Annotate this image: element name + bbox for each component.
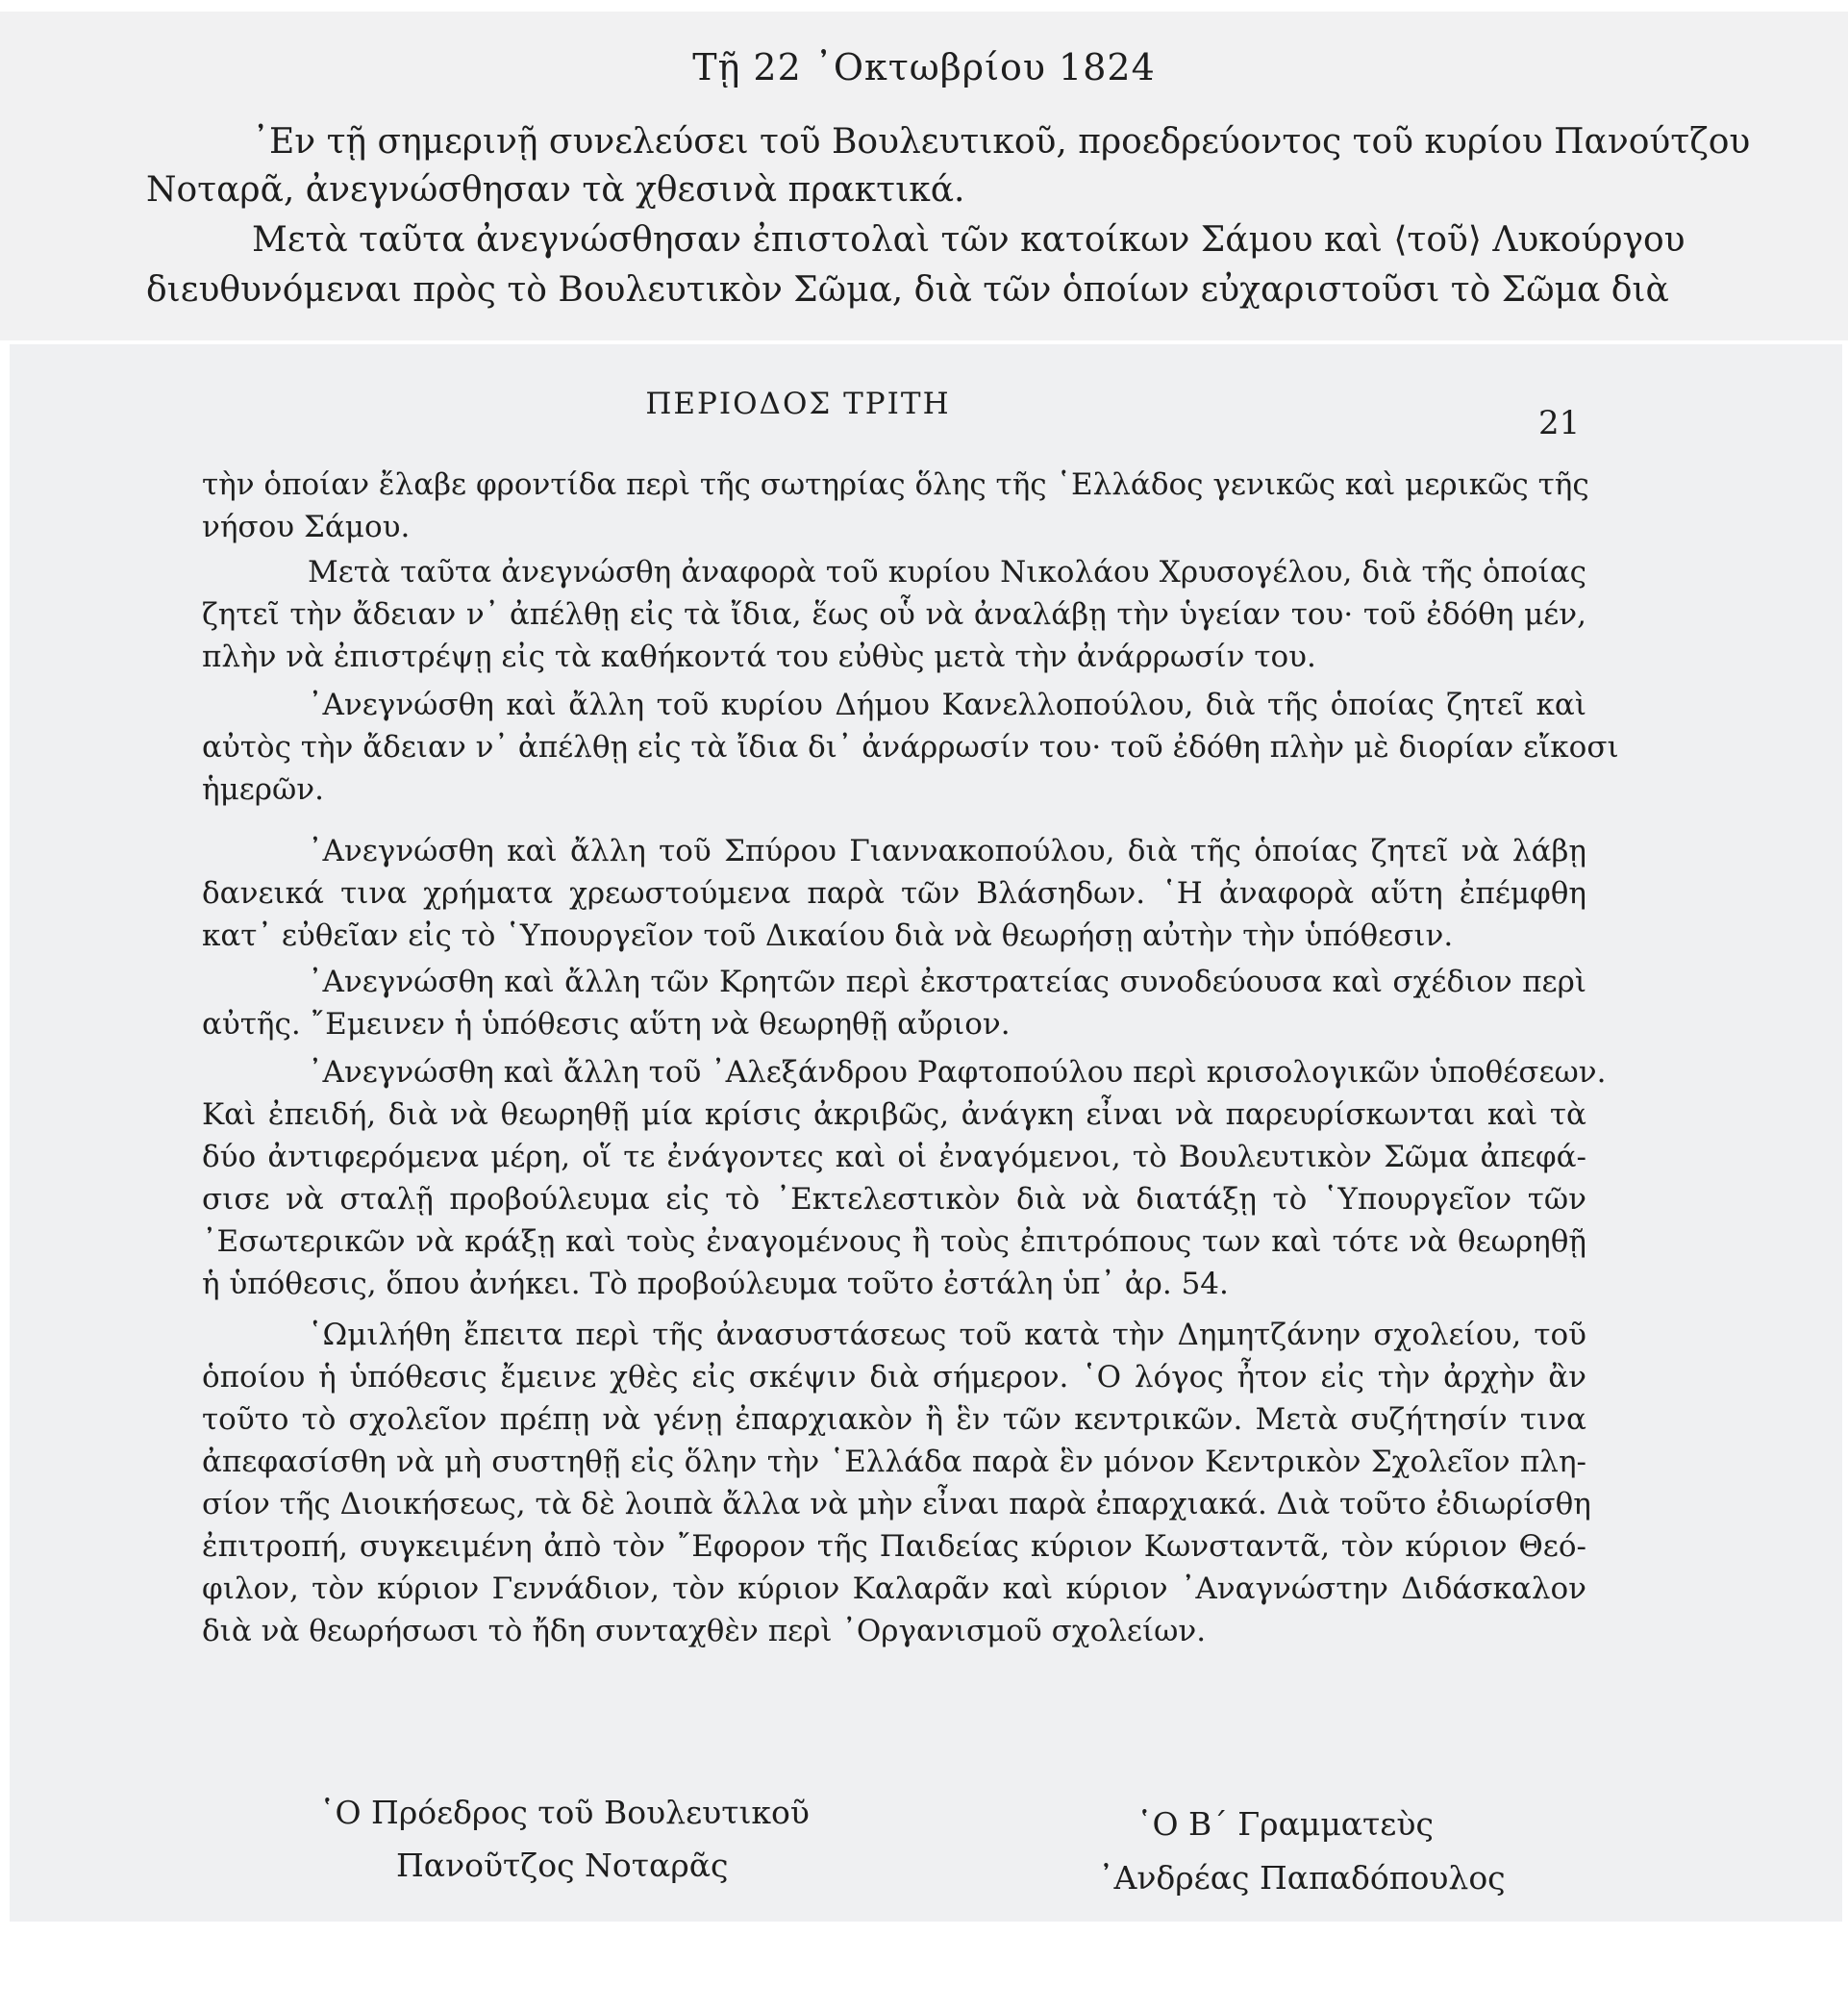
paragraph (202, 551, 1586, 678)
text-line: νήσου Σάμου. (202, 510, 411, 544)
text-line: ᾿Ανεγνώσθη καὶ ἄλλη τοῦ ᾿Αλεξάνδρου Ραφτοπούλου περὶ κρισολογικῶν ὑποθέσεων. (308, 1055, 1607, 1090)
previous-page-fragment (0, 12, 1848, 340)
page-number: 21 (1538, 404, 1581, 442)
president-title: ῾Ο Πρόεδρος τοῦ Βουλευτικοῦ (319, 1794, 810, 1831)
text-line: αὐτὸς τὴν ἄδειαν ν᾿ ἀπέλθῃ εἰς τὰ ἴδια δι᾿ ἀνάρρωσίν του· τοῦ ἐδόθη πλὴν μὲ διορίαν εἴκοσι (202, 730, 1619, 765)
text-line: σίον τῆς Διοικήσεως, τὰ δὲ λοιπὰ ἄλλα νὰ μὴν εἶναι παρὰ ἐπαρχιακά. Διὰ τοῦτο ἐδιωρίσθη (202, 1487, 1591, 1521)
paragraph (202, 464, 1589, 548)
secretary-title: ῾Ο Β´ Γραμματεὺς (1136, 1805, 1434, 1843)
text-line: κατ᾿ εὐθεῖαν εἰς τὸ ῾Υπουργεῖον τοῦ Δικαίου διὰ νὰ θεωρήσῃ αὐτὴν τὴν ὑπόθεσιν. (202, 918, 1454, 953)
fragment-line: ᾿Εν τῇ σημερινῇ συνελεύσει τοῦ Βουλευτικοῦ, προεδρεύοντος τοῦ κυρίου Πανούτζου (252, 122, 1751, 162)
paragraph (202, 1051, 1607, 1305)
fragment-line: Μετὰ ταῦτα ἀνεγνώσθησαν ἐπιστολαὶ τῶν κατοίκων Σάμου καὶ ⟨τοῦ⟩ Λυκούργου (252, 220, 1686, 260)
text-line: ὁποίου ἡ ὑπόθεσις ἔμεινε χθὲς εἰς σκέψιν διὰ σήμερον. ῾Ο λόγος ἦτον εἰς τὴν ἀρχὴν ἂν (202, 1360, 1586, 1395)
text-line: Καὶ ἐπειδή, διὰ νὰ θεωρηθῇ μία κρίσις ἀκριβῶς, ἀνάγκη εἶναι νὰ παρευρίσκωνται καὶ τὰ (202, 1097, 1586, 1132)
text-line: αὐτῆς. ῎Εμεινεν ἡ ὑπόθεσις αὕτη νὰ θεωρηθῇ αὔριον. (202, 1007, 1011, 1042)
text-line: ᾿Ανεγνώσθη καὶ ἄλλη τῶν Κρητῶν περὶ ἐκστρατείας συνοδεύουσα καὶ σχέδιον περὶ (308, 965, 1586, 999)
paragraph (202, 830, 1586, 957)
text-line: ἀπεφασίσθη νὰ μὴ συστηθῇ εἰς ὅλην τὴν ῾Ελλάδα παρὰ ἓν μόνον Κεντρικὸν Σχολεῖον πλη- (202, 1445, 1586, 1479)
text-line: ᾿Ανεγνώσθη καὶ ἄλλη τοῦ κυρίου Δήμου Κανελλοπούλου, διὰ τῆς ὁποίας ζητεῖ καὶ (308, 688, 1586, 722)
text-line: ᾿Εσωτερικῶν νὰ κράξῃ καὶ τοὺς ἐναγομένους ἢ τοὺς ἐπιτρόπους των καὶ τότε νὰ θεωρηθῇ (202, 1224, 1586, 1259)
text-line: φιλον, τὸν κύριον Γεννάδιον, τὸν κύριον Καλαρᾶν καὶ κύριον ᾿Αναγνώστην Διδάσκαλον (202, 1571, 1586, 1606)
text-line: ἡμερῶν. (202, 772, 324, 807)
text-line: ἡ ὑπόθεσις, ὅπου ἀνήκει. Τὸ προβούλευμα τοῦτο ἐστάλη ὑπ᾿ ἀρ. 54. (202, 1267, 1229, 1301)
text-line: ῾Ωμιλήθη ἔπειτα περὶ τῆς ἀνασυστάσεως τοῦ κατὰ τὴν Δημητζάνην σχολείου, τοῦ (308, 1318, 1586, 1352)
text-line: πλὴν νὰ ἐπιστρέψῃ εἰς τὰ καθήκοντά του εὐθὺς μετὰ τὴν ἀνάρρωσίν του. (202, 640, 1316, 674)
text-line: ἐπιτροπή, συγκειμένη ἀπὸ τὸν ῎Εφορον τῆς Παιδείας κύριον Κωνσταντᾶ, τὸν κύριον Θεό- (202, 1529, 1586, 1564)
fragment-line: Νοταρᾶ, ἀνεγνώσθησαν τὰ χθεσινὰ πρακτικά. (146, 170, 965, 210)
text-line: ζητεῖ τὴν ἄδειαν ν᾿ ἀπέλθῃ εἰς τὰ ἴδια, ἕως οὗ νὰ ἀναλάβῃ τὴν ὑγείαν του· τοῦ ἐδόθη μέν, (202, 597, 1586, 632)
text-line: διὰ νὰ θεωρήσωσι τὸ ἤδη συνταχθὲν περὶ ᾿Οργανισμοῦ σχολείων. (202, 1614, 1207, 1648)
paragraph (202, 684, 1619, 811)
text-line: τὴν ὁποίαν ἔλαβε φροντίδα περὶ τῆς σωτηρίας ὅλης τῆς ῾Ελλάδος γενικῶς καὶ μερικῶς τῆς (202, 467, 1589, 502)
book-page (10, 344, 1842, 1922)
president-signature: Πανοῦτζος Νοταρᾶς (396, 1847, 729, 1884)
text-line: τοῦτο τὸ σχολεῖον πρέπῃ νὰ γένῃ ἐπαρχιακὸν ἢ ἓν τῶν κεντρικῶν. Μετὰ συζήτησίν τινα (202, 1402, 1586, 1437)
session-date-heading: Τῇ 22 ᾿Οκτωβρίου 1824 (692, 46, 1156, 88)
fragment-line: διευθυνόμεναι πρὸς τὸ Βουλευτικὸν Σῶμα, διὰ τῶν ὁποίων εὐχαριστοῦσι τὸ Σῶμα διὰ (146, 270, 1669, 310)
text-line: σισε νὰ σταλῇ προβούλευμα εἰς τὸ ᾿Εκτελεστικὸν διὰ νὰ διατάξῃ τὸ ῾Υπουργεῖον τῶν (202, 1182, 1586, 1217)
secretary-signature: ᾿Ανδρέας Παπαδόπουλος (1098, 1859, 1506, 1897)
text-line: ᾿Ανεγνώσθη καὶ ἄλλη τοῦ Σπύρου Γιαννακοπούλου, διὰ τῆς ὁποίας ζητεῖ νὰ λάβῃ (308, 834, 1586, 868)
paragraph (202, 1314, 1591, 1652)
paragraph (202, 961, 1586, 1045)
text-line: δύο ἀντιφερόμενα μέρη, οἵ τε ἐνάγοντες καὶ οἱ ἐναγόμενοι, τὸ Βουλευτικὸν Σῶμα ἀπεφά- (202, 1140, 1586, 1174)
running-head: ΠΕΡΙΟΔΟΣ ΤΡΙΤΗ (645, 387, 951, 421)
text-line: δανεικά τινα χρήματα χρεωστούμενα παρὰ τῶν Βλάσηδων. ῾Η ἀναφορὰ αὕτη ἐπέμφθη (202, 876, 1586, 911)
text-line: Μετὰ ταῦτα ἀνεγνώσθη ἀναφορὰ τοῦ κυρίου Νικολάου Χρυσογέλου, διὰ τῆς ὁποίας (308, 555, 1586, 590)
